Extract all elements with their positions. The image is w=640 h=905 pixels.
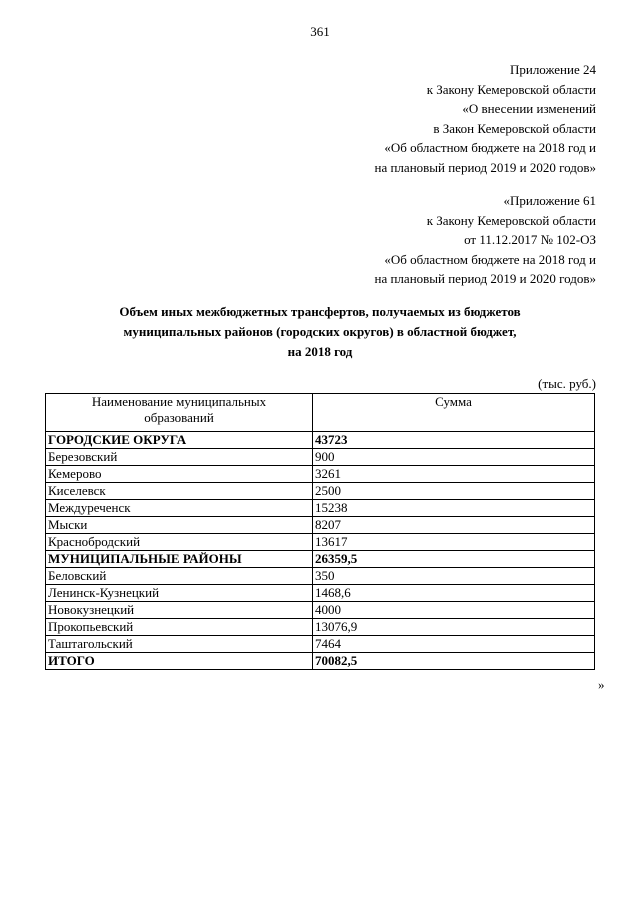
appendix-24-header: [375, 60, 597, 177]
appendix-line: к Закону Кемеровской области: [426, 81, 596, 97]
municipality-name-cell: Ленинск-Кузнецкий: [46, 585, 313, 602]
municipality-name-cell: Березовский: [46, 449, 313, 466]
page-number: 361: [310, 24, 330, 39]
table-row: [46, 551, 595, 568]
column-header-name: [46, 394, 313, 432]
table-row: [46, 466, 595, 483]
appendix-line: на плановый период 2019 и 2020 годов»: [374, 271, 596, 286]
municipality-name-cell: МУНИЦИПАЛЬНЫЕ РАЙОНЫ: [46, 551, 313, 568]
municipality-name-cell: Беловский: [46, 568, 313, 585]
header-name-line: Наименование муниципальных: [91, 394, 267, 409]
municipality-name-cell: Междуреченск: [46, 500, 313, 517]
title-line: на 2018 год: [287, 344, 353, 359]
municipality-name-cell: Киселевск: [46, 483, 313, 500]
appendix-61-header: [375, 191, 597, 289]
appendix-line: к Закону Кемеровской области: [426, 212, 596, 228]
table-row: [46, 585, 595, 602]
column-header-sum: Сумма: [313, 394, 595, 432]
table-row: [46, 483, 595, 500]
appendix-line: в Закон Кемеровской области: [433, 120, 596, 136]
table-row: [46, 653, 595, 670]
transfers-table: [45, 393, 595, 670]
sum-cell: 8207: [313, 517, 595, 534]
appendix-line: «Приложение 61: [503, 193, 596, 208]
sum-cell: 4000: [313, 602, 595, 619]
closing-quote: »: [598, 677, 605, 692]
table-row: [46, 619, 595, 636]
sum-cell: 350: [313, 568, 595, 585]
municipality-name-cell: Новокузнецкий: [46, 602, 313, 619]
table-row: [46, 449, 595, 466]
sum-cell: 1468,6: [313, 585, 595, 602]
table-row: [46, 432, 595, 449]
sum-cell: 43723: [313, 432, 595, 449]
table-row: [46, 602, 595, 619]
sum-cell: 2500: [313, 483, 595, 500]
appendix-line: «Об областном бюджете на 2018 год и: [384, 140, 596, 155]
appendix-line: «О внесении изменений: [462, 101, 596, 116]
sum-cell: 26359,5: [313, 551, 595, 568]
table-row: [46, 500, 595, 517]
sum-cell: 900: [313, 449, 595, 466]
title-line: Объем иных межбюджетных трансфертов, получаемых из бюджетов: [119, 304, 521, 319]
unit-label: (тыс. руб.): [538, 376, 596, 391]
municipality-name-cell: ИТОГО: [46, 653, 313, 670]
table-header-row: [46, 394, 595, 432]
sum-cell: 70082,5: [313, 653, 595, 670]
table-row: [46, 636, 595, 653]
appendix-line: на плановый период 2019 и 2020 годов»: [374, 159, 596, 175]
appendix-line: Приложение 24: [509, 62, 596, 77]
sum-cell: 3261: [313, 466, 595, 483]
table-body: [46, 432, 595, 670]
table-row: [46, 517, 595, 534]
municipality-name-cell: Краснобродский: [46, 534, 313, 551]
municipality-name-cell: Таштагольский: [46, 636, 313, 653]
document-title: [60, 302, 580, 362]
municipality-name-cell: Кемерово: [46, 466, 313, 483]
sum-cell: 13617: [313, 534, 595, 551]
table-row: [46, 534, 595, 551]
table-row: [46, 568, 595, 585]
municipality-name-cell: Прокопьевский: [46, 619, 313, 636]
sum-cell: 15238: [313, 500, 595, 517]
appendix-line: от 11.12.2017 № 102-ОЗ: [464, 232, 596, 247]
municipality-name-cell: ГОРОДСКИЕ ОКРУГА: [46, 432, 313, 449]
sum-cell: 7464: [313, 636, 595, 653]
header-name-line: образований: [144, 410, 214, 425]
sum-cell: 13076,9: [313, 619, 595, 636]
municipality-name-cell: Мыски: [46, 517, 313, 534]
title-line: муниципальных районов (городских округов) в областной бюджет,: [123, 324, 517, 339]
appendix-line: «Об областном бюджете на 2018 год и: [384, 251, 596, 267]
